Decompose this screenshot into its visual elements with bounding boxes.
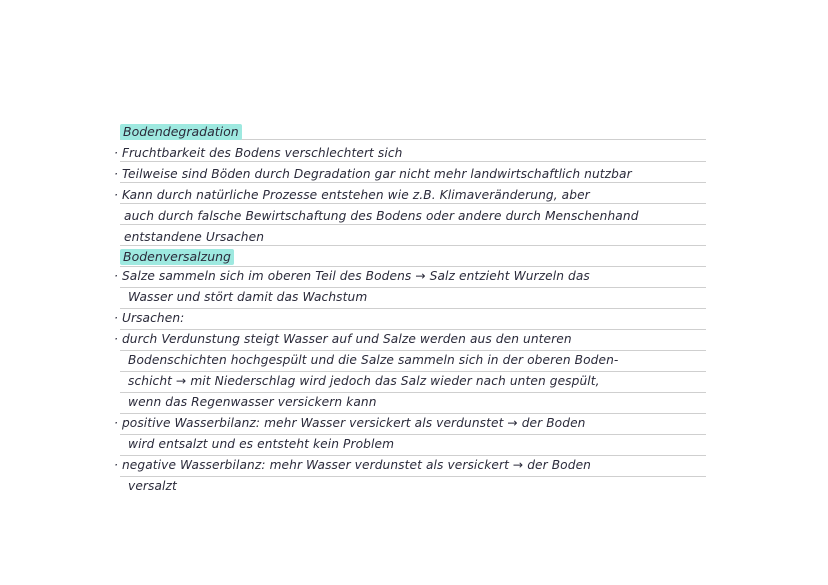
ruled-line bbox=[120, 392, 706, 393]
ruled-line bbox=[120, 350, 706, 351]
ruled-line bbox=[120, 224, 706, 225]
ruled-line bbox=[120, 266, 706, 267]
text-line: · positive Wasserbilanz: mehr Wasser versickert als verdunstet → der Boden bbox=[114, 416, 586, 430]
text-line: Bodenschichten hochgespült und die Salze sammeln sich in der oberen Boden- bbox=[128, 353, 619, 367]
ruled-line bbox=[120, 329, 706, 330]
ruled-line bbox=[120, 455, 706, 456]
ruled-line bbox=[120, 161, 706, 162]
text-line: entstandene Ursachen bbox=[124, 230, 265, 244]
section-heading-bodenversalzung bbox=[120, 249, 234, 264]
text-line: schicht → mit Niederschlag wird jedoch das Salz wieder nach unten gespült, bbox=[128, 374, 600, 388]
ruled-line bbox=[120, 245, 706, 246]
ruled-line bbox=[120, 434, 706, 435]
text-line: · Teilweise sind Böden durch Degradation gar nicht mehr landwirtschaftlich nutzbar bbox=[114, 167, 632, 181]
ruled-line bbox=[120, 287, 706, 288]
text-line: · durch Verdunstung steigt Wasser auf und Salze werden aus den unteren bbox=[114, 332, 572, 346]
ruled-line bbox=[120, 413, 706, 414]
heading-highlight: Bodenversalzung bbox=[120, 249, 234, 265]
text-line: · Salze sammeln sich im oberen Teil des Bodens → Salz entzieht Wurzeln das bbox=[114, 269, 590, 283]
text-line: · negative Wasserbilanz: mehr Wasser verdunstet als versickert → der Boden bbox=[114, 458, 591, 472]
text-line: wird entsalzt und es entsteht kein Problem bbox=[128, 437, 395, 451]
ruled-line bbox=[120, 308, 706, 309]
text-line: · Kann durch natürliche Prozesse entstehen wie z.B. Klimaveränderung, aber bbox=[114, 188, 590, 202]
text-line: versalzt bbox=[128, 479, 177, 493]
text-line: auch durch falsche Bewirtschaftung des Bodens oder andere durch Menschenhand bbox=[124, 209, 639, 223]
ruled-line bbox=[120, 476, 706, 477]
text-line: · Fruchtbarkeit des Bodens verschlechtert sich bbox=[114, 146, 403, 160]
ruled-line bbox=[120, 182, 706, 183]
section-heading-bodendegradation bbox=[120, 124, 242, 139]
ruled-line bbox=[120, 371, 706, 372]
text-line: · Ursachen: bbox=[114, 311, 185, 325]
text-line: wenn das Regenwasser versickern kann bbox=[128, 395, 377, 409]
text-line: Wasser und stört damit das Wachstum bbox=[128, 290, 368, 304]
ruled-line bbox=[120, 203, 706, 204]
heading-highlight: Bodendegradation bbox=[120, 124, 242, 140]
